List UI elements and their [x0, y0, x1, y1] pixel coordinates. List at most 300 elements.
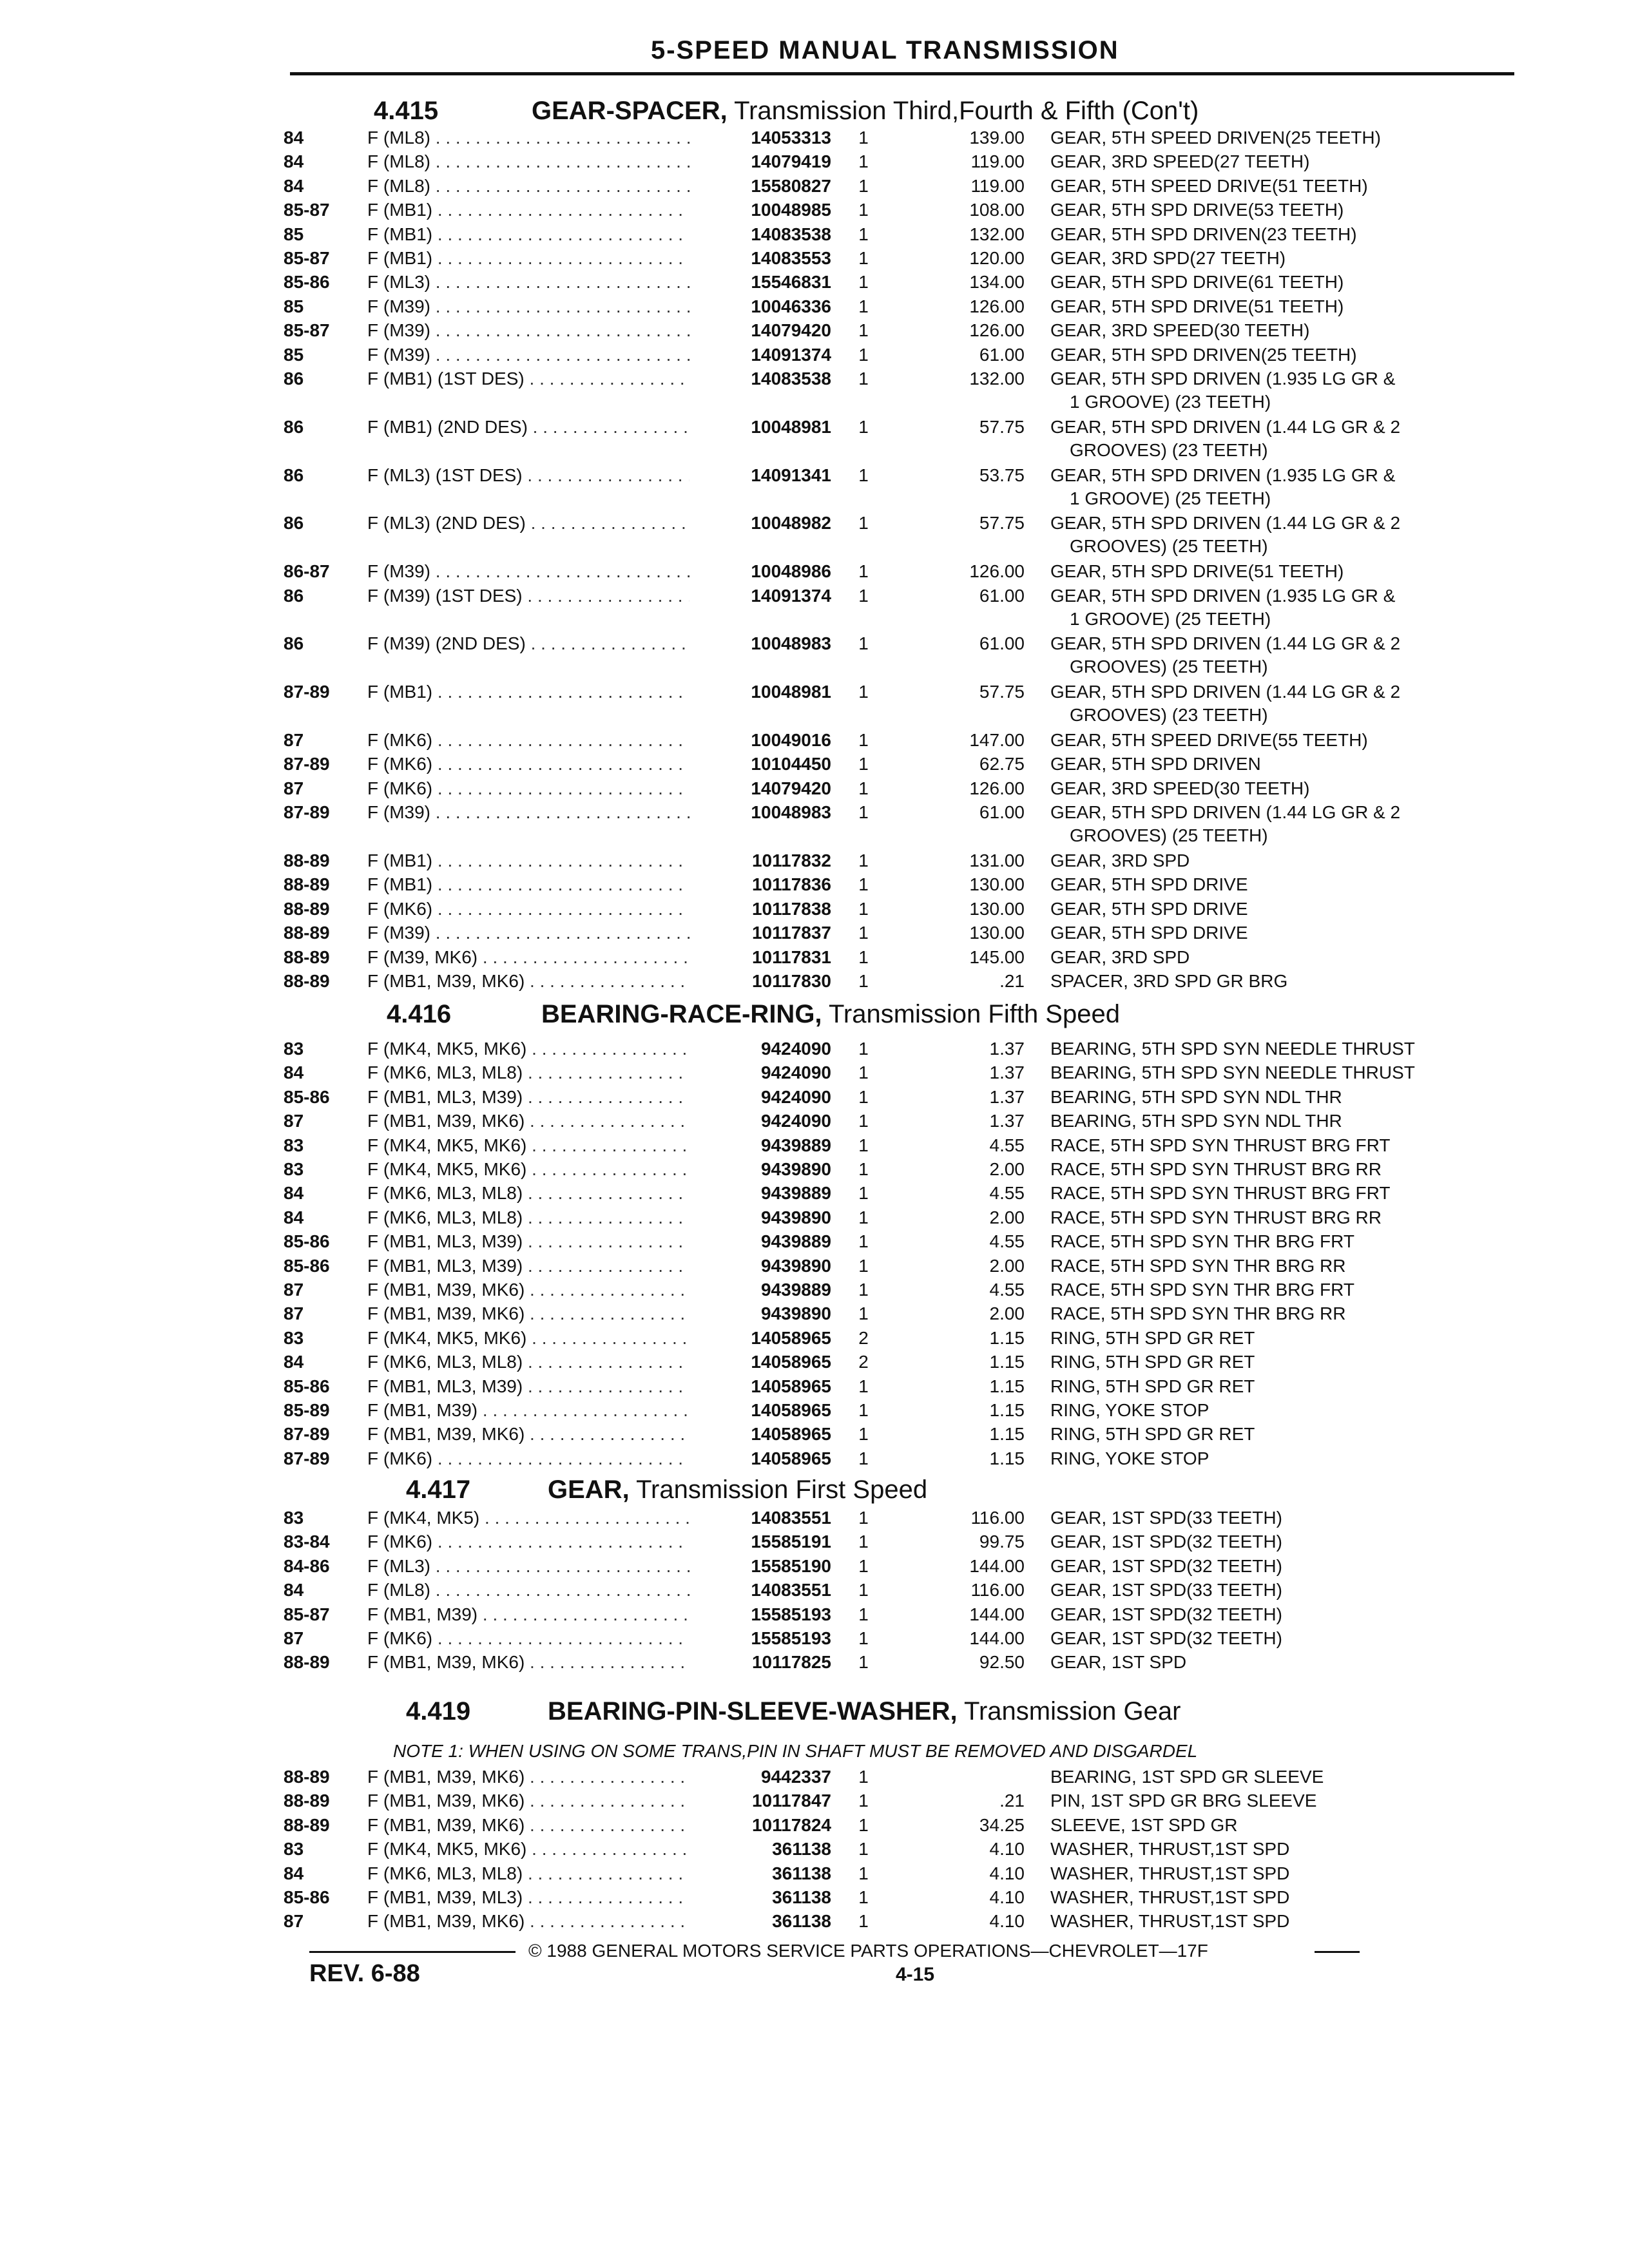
- quantity-cell: 1: [858, 248, 869, 268]
- description-cell: GEAR, 3RD SPEED(30 TEETH): [1050, 778, 1310, 798]
- table-row: [284, 513, 1508, 557]
- table-row: [284, 1532, 1508, 1555]
- year-cell: 86: [284, 633, 304, 654]
- quantity-cell: 1: [858, 971, 869, 991]
- year-cell: 86: [284, 513, 304, 533]
- part-number-cell: 10117824: [751, 1814, 831, 1835]
- description-cell: GEAR, 5TH SPD DRIVEN(25 TEETH): [1050, 344, 1357, 365]
- price-cell: 139.00: [969, 128, 1025, 148]
- year-cell: 86: [284, 416, 304, 437]
- table-row: [284, 633, 1508, 677]
- section-title-rest: Transmission Third,Fourth & Fifth (Con't): [727, 97, 1199, 125]
- model-cell: F (MK6) . . .: [367, 730, 689, 751]
- price-cell: 116.00: [970, 1508, 1025, 1528]
- model-cell: F (MK6, ML3, ML8) . . .: [367, 1062, 689, 1083]
- model-cell: F (MB1, M39, MK6) . . .: [367, 1791, 689, 1811]
- price-cell: 1.37: [989, 1111, 1025, 1131]
- model-cell: F (MB1, M39) . . .: [367, 1604, 689, 1625]
- table-row: [284, 296, 1508, 320]
- section-title-rest: Transmission Fifth Speed: [822, 1000, 1120, 1028]
- price-cell: 2.00: [989, 1159, 1025, 1179]
- table-row: [284, 248, 1508, 271]
- year-cell: 88-89: [284, 923, 330, 943]
- price-cell: 1.15: [989, 1376, 1025, 1396]
- part-number-cell: 10048986: [751, 561, 831, 582]
- description-cell: GEAR, 5TH SPD DRIVE: [1050, 874, 1248, 895]
- quantity-cell: 1: [858, 128, 869, 148]
- model-cell: F (ML8) . . .: [367, 151, 689, 172]
- year-cell: 86: [284, 465, 304, 485]
- model-cell: F (ML8) . . .: [367, 1580, 689, 1600]
- part-number-cell: 9439890: [760, 1207, 831, 1227]
- description-cell: GEAR, 1ST SPD(32 TEETH): [1050, 1604, 1282, 1624]
- description-cell: GEAR, 5TH SPD DRIVE(51 TEETH): [1050, 296, 1344, 316]
- table-row: [284, 272, 1508, 295]
- part-number-cell: 361138: [772, 1887, 831, 1907]
- part-number-cell: 14083538: [751, 224, 831, 244]
- description-cell: RING, 5TH SPD GR RET: [1050, 1327, 1255, 1348]
- quantity-cell: 1: [858, 1839, 869, 1860]
- price-cell: 99.75: [979, 1532, 1025, 1552]
- quantity-cell: 1: [858, 320, 869, 341]
- table-row: [284, 176, 1508, 199]
- price-cell: 116.00: [970, 1580, 1025, 1600]
- model-cell: F (MB1) . . .: [367, 200, 689, 220]
- price-cell: 126.00: [969, 778, 1025, 798]
- table-row: [284, 369, 1508, 412]
- description-cell: GEAR, 5TH SPEED DRIVE(55 TEETH): [1050, 730, 1368, 750]
- year-cell: 88-89: [284, 1814, 330, 1835]
- part-number-cell: 14091341: [751, 465, 831, 485]
- model-cell: F (MB1, ML3, M39) . . .: [367, 1087, 689, 1108]
- description-cell: GEAR, 5TH SPD DRIVEN: [1050, 754, 1261, 774]
- model-cell: F (MK6, ML3, ML8) . . .: [367, 1352, 689, 1372]
- part-number-cell: 10117838: [751, 898, 831, 919]
- quantity-cell: 1: [858, 1532, 869, 1552]
- table-row: [284, 1207, 1508, 1231]
- description-cell: RING, 5TH SPD GR RET: [1050, 1424, 1255, 1445]
- table-row: [284, 754, 1508, 777]
- table-row: [284, 1604, 1508, 1628]
- year-cell: 84: [284, 175, 304, 196]
- price-cell: .21: [999, 1791, 1025, 1811]
- price-cell: 61.00: [979, 633, 1025, 654]
- table-row: [284, 585, 1508, 629]
- part-number-cell: 10117831: [751, 947, 831, 967]
- section-title-main: GEAR,: [548, 1475, 630, 1504]
- price-cell: 57.75: [979, 513, 1025, 533]
- year-cell: 87-89: [284, 754, 330, 774]
- section-title-main: BEARING-RACE-RING,: [541, 1000, 822, 1028]
- year-cell: 85-86: [284, 1887, 330, 1907]
- quantity-cell: 1: [858, 1911, 869, 1932]
- price-cell: 144.00: [969, 1628, 1025, 1648]
- part-number-cell: 15580827: [751, 175, 831, 196]
- price-cell: 120.00: [969, 248, 1025, 268]
- quantity-cell: 1: [858, 1508, 869, 1528]
- description-cell: WASHER, THRUST,1ST SPD: [1050, 1887, 1290, 1907]
- quantity-cell: 1: [858, 1791, 869, 1811]
- quantity-cell: 1: [858, 1400, 869, 1420]
- part-number-cell: 9424090: [760, 1111, 831, 1131]
- description-cell: GEAR, 1ST SPD(33 TEETH): [1050, 1580, 1282, 1600]
- section-title: [548, 1697, 1181, 1726]
- model-cell: F (M39) . . .: [367, 561, 689, 582]
- price-cell: .21: [999, 971, 1025, 991]
- price-cell: 108.00: [969, 200, 1025, 220]
- model-cell: F (MB1, ML3, M39) . . .: [367, 1231, 689, 1252]
- description-cell: WASHER, THRUST,1ST SPD: [1050, 1911, 1290, 1932]
- description-cell: GEAR, 5TH SPD DRIVEN (1.44 LG GR & 2: [1050, 682, 1401, 702]
- description-cell: GEAR, 5TH SPD DRIVEN (1.44 LG GR & 2: [1050, 416, 1401, 437]
- part-number-cell: 14083551: [751, 1580, 831, 1600]
- model-cell: F (ML8) . . .: [367, 128, 689, 148]
- part-number-cell: 361138: [772, 1863, 831, 1883]
- quantity-cell: 1: [858, 1255, 869, 1276]
- price-cell: 130.00: [969, 898, 1025, 919]
- description-cell: GEAR, 5TH SPEED DRIVEN(25 TEETH): [1050, 128, 1381, 148]
- part-number-cell: 14091374: [751, 344, 831, 365]
- price-cell: 61.00: [979, 585, 1025, 606]
- year-cell: 87: [284, 1911, 304, 1932]
- quantity-cell: 1: [858, 1604, 869, 1624]
- description-continuation-cell: GROOVES) (25 TEETH): [1070, 825, 1268, 846]
- model-cell: F (MK6, ML3, ML8) . . .: [367, 1863, 689, 1884]
- price-cell: 92.50: [979, 1652, 1025, 1673]
- description-cell: BEARING, 5TH SPD SYN NDL THR: [1050, 1111, 1342, 1131]
- table-row: [284, 320, 1508, 343]
- description-cell: RACE, 5TH SPD SYN THRUST BRG FRT: [1050, 1183, 1391, 1204]
- part-number-cell: 9424090: [760, 1086, 831, 1107]
- description-cell: GEAR, 3RD SPEED(27 TEETH): [1050, 151, 1310, 172]
- part-number-cell: 9439889: [760, 1135, 831, 1155]
- description-cell: BEARING, 5TH SPD SYN NEEDLE THRUST: [1050, 1062, 1415, 1083]
- quantity-cell: 1: [858, 1111, 869, 1131]
- description-cell: GEAR, 5TH SPD DRIVEN (1.935 LG GR &: [1050, 585, 1396, 606]
- year-cell: 85: [284, 344, 304, 365]
- quantity-cell: 1: [858, 1555, 869, 1576]
- table-row: [284, 682, 1508, 726]
- description-cell: RACE, 5TH SPD SYN THRUST BRG RR: [1050, 1207, 1382, 1227]
- quantity-cell: 2: [858, 1352, 869, 1372]
- description-cell: GEAR, 5TH SPD DRIVE(61 TEETH): [1050, 272, 1344, 293]
- part-number-cell: 361138: [772, 1839, 831, 1860]
- price-cell: 4.55: [989, 1135, 1025, 1155]
- price-cell: 144.00: [969, 1555, 1025, 1576]
- description-continuation-cell: 1 GROOVE) (25 TEETH): [1070, 488, 1271, 508]
- price-cell: 4.10: [989, 1839, 1025, 1860]
- description-continuation-cell: GROOVES) (23 TEETH): [1070, 439, 1268, 460]
- model-cell: F (MB1, M39, MK6) . . .: [367, 1652, 689, 1673]
- description-cell: GEAR, 5TH SPD DRIVE(53 TEETH): [1050, 200, 1344, 220]
- note-text: NOTE 1: WHEN USING ON SOME TRANS,PIN IN SHAFT MUST BE REMOVED AND DISGARDEL: [393, 1741, 1198, 1761]
- description-cell: RING, 5TH SPD GR RET: [1050, 1376, 1255, 1396]
- year-cell: 88-89: [284, 874, 330, 895]
- model-cell: F (MK6) . . .: [367, 778, 689, 799]
- table-row: [284, 1039, 1508, 1062]
- part-number-cell: 9439889: [760, 1231, 831, 1252]
- table-row: [284, 1256, 1508, 1279]
- table-row: [284, 1303, 1508, 1327]
- year-cell: 87: [284, 1111, 304, 1131]
- part-number-cell: 10117837: [751, 923, 831, 943]
- description-cell: RACE, 5TH SPD SYN THRUST BRG FRT: [1050, 1135, 1391, 1155]
- part-number-cell: 10048983: [751, 633, 831, 654]
- part-number-cell: 15546831: [751, 272, 831, 293]
- model-cell: F (MB1) . . .: [367, 224, 689, 245]
- model-cell: F (MK6, ML3, ML8) . . .: [367, 1183, 689, 1204]
- price-cell: 4.10: [989, 1887, 1025, 1907]
- price-cell: 62.75: [979, 754, 1025, 774]
- section-number: 4.415: [374, 97, 439, 125]
- model-cell: F (M39) . . .: [367, 320, 689, 341]
- model-cell: F (ML3) . . .: [367, 1556, 689, 1577]
- year-cell: 84: [284, 1352, 304, 1372]
- table-row: [284, 1628, 1508, 1651]
- price-cell: 53.75: [979, 465, 1025, 485]
- quantity-cell: 1: [858, 1086, 869, 1107]
- description-cell: RING, 5TH SPD GR RET: [1050, 1352, 1255, 1372]
- year-cell: 83: [284, 1135, 304, 1155]
- part-number-cell: 14083551: [751, 1508, 831, 1528]
- description-cell: GEAR, 1ST SPD(32 TEETH): [1050, 1628, 1282, 1648]
- part-number-cell: 14079420: [751, 320, 831, 341]
- model-cell: F (MB1, M39, ML3) . . .: [367, 1887, 689, 1908]
- year-cell: 85: [284, 296, 304, 316]
- revision-label: REV. 6-88: [309, 1960, 420, 1987]
- model-cell: F (MB1) . . .: [367, 248, 689, 269]
- year-cell: 84: [284, 1207, 304, 1227]
- model-cell: F (M39) . . .: [367, 345, 689, 365]
- price-cell: 131.00: [969, 850, 1025, 870]
- description-cell: RACE, 5TH SPD SYN THR BRG RR: [1050, 1255, 1346, 1276]
- table-row: [284, 465, 1508, 508]
- quantity-cell: 1: [858, 1448, 869, 1468]
- model-cell: F (M39, MK6) . . .: [367, 947, 689, 968]
- description-cell: GEAR, 3RD SPEED(30 TEETH): [1050, 320, 1310, 341]
- model-cell: F (MB1) . . .: [367, 682, 689, 702]
- year-cell: 88-89: [284, 1767, 330, 1787]
- part-number-cell: 9439889: [760, 1280, 831, 1300]
- part-number-cell: 10048981: [751, 416, 831, 437]
- quantity-cell: 1: [858, 1628, 869, 1648]
- part-number-cell: 9442337: [760, 1767, 831, 1787]
- quantity-cell: 1: [858, 1652, 869, 1673]
- description-cell: BEARING, 1ST SPD GR SLEEVE: [1050, 1767, 1324, 1787]
- table-row: [284, 1400, 1508, 1423]
- page-number: 4-15: [896, 1964, 935, 1985]
- year-cell: 83: [284, 1159, 304, 1179]
- quantity-cell: 1: [858, 1303, 869, 1324]
- quantity-cell: 1: [858, 802, 869, 823]
- model-cell: F (ML8) . . .: [367, 176, 689, 197]
- description-cell: GEAR, 5TH SPD DRIVEN (1.935 LG GR &: [1050, 369, 1396, 389]
- description-continuation-cell: GROOVES) (25 TEETH): [1070, 657, 1268, 677]
- quantity-cell: 1: [858, 200, 869, 220]
- part-number-cell: 15585193: [751, 1604, 831, 1624]
- price-cell: 2.00: [989, 1303, 1025, 1324]
- year-cell: 85-87: [284, 248, 330, 268]
- model-cell: F (MB1, M39, MK6) . . .: [367, 1424, 689, 1445]
- description-cell: WASHER, THRUST,1ST SPD: [1050, 1839, 1290, 1860]
- year-cell: 88-89: [284, 850, 330, 870]
- quantity-cell: 1: [858, 850, 869, 870]
- price-cell: 130.00: [969, 923, 1025, 943]
- section-title: [541, 1000, 1120, 1029]
- part-number-cell: 14058965: [751, 1352, 831, 1372]
- table-row: [284, 1863, 1508, 1887]
- year-cell: 87: [284, 730, 304, 750]
- quantity-cell: 1: [858, 1159, 869, 1179]
- part-number-cell: 15585191: [751, 1532, 831, 1552]
- quantity-cell: 1: [858, 1814, 869, 1835]
- price-cell: 57.75: [979, 682, 1025, 702]
- description-cell: PIN, 1ST SPD GR BRG SLEEVE: [1050, 1791, 1317, 1811]
- section-title-rest: Transmission Gear: [957, 1697, 1181, 1725]
- year-cell: 87: [284, 1303, 304, 1324]
- table-row: [284, 1508, 1508, 1531]
- price-cell: 1.15: [989, 1327, 1025, 1348]
- quantity-cell: 1: [858, 344, 869, 365]
- description-cell: GEAR, 5TH SPD DRIVEN(23 TEETH): [1050, 224, 1357, 244]
- part-number-cell: 10046336: [751, 296, 831, 316]
- section-title-main: GEAR-SPACER,: [532, 97, 728, 125]
- model-cell: F (MK6) . . .: [367, 1628, 689, 1649]
- table-row: [284, 1183, 1508, 1206]
- model-cell: F (ML3) . . .: [367, 272, 689, 293]
- table-row: [284, 1280, 1508, 1303]
- price-cell: 145.00: [969, 947, 1025, 967]
- year-cell: 85-87: [284, 200, 330, 220]
- year-cell: 87-89: [284, 682, 330, 702]
- description-cell: WASHER, THRUST,1ST SPD: [1050, 1863, 1290, 1883]
- table-row: [284, 345, 1508, 368]
- model-cell: F (MK4, MK5) . . .: [367, 1508, 689, 1528]
- quantity-cell: 1: [858, 754, 869, 774]
- table-row: [284, 1767, 1508, 1790]
- year-cell: 88-89: [284, 898, 330, 919]
- quantity-cell: 1: [858, 1887, 869, 1907]
- quantity-cell: 1: [858, 224, 869, 244]
- section-number: 4.417: [406, 1475, 471, 1504]
- price-cell: 126.00: [969, 320, 1025, 341]
- part-number-cell: 9439890: [760, 1159, 831, 1179]
- year-cell: 86: [284, 369, 304, 389]
- part-number-cell: 15585193: [751, 1628, 831, 1648]
- year-cell: 84: [284, 1580, 304, 1600]
- table-row: [284, 1159, 1508, 1182]
- quantity-cell: 1: [858, 1231, 869, 1252]
- year-cell: 84-86: [284, 1555, 330, 1576]
- year-cell: 85-87: [284, 1604, 330, 1624]
- description-cell: RACE, 5TH SPD SYN THR BRG FRT: [1050, 1280, 1354, 1300]
- model-cell: F (MK4, MK5, MK6) . . .: [367, 1039, 689, 1059]
- quantity-cell: 1: [858, 778, 869, 798]
- description-cell: GEAR, 5TH SPD DRIVE(51 TEETH): [1050, 561, 1344, 582]
- part-number-cell: 10117847: [751, 1791, 831, 1811]
- part-number-cell: 14058965: [751, 1448, 831, 1468]
- model-cell: F (MB1) (2ND DES) . . .: [367, 417, 689, 437]
- quantity-cell: 1: [858, 561, 869, 582]
- description-cell: GEAR, 5TH SPD DRIVEN (1.44 LG GR & 2: [1050, 633, 1401, 654]
- part-number-cell: 9439889: [760, 1183, 831, 1204]
- price-cell: 126.00: [969, 296, 1025, 316]
- section-title: [548, 1475, 927, 1504]
- table-row: [284, 1839, 1508, 1862]
- model-cell: F (MB1, M39, MK6) . . .: [367, 1303, 689, 1324]
- table-row: [284, 416, 1508, 460]
- price-cell: 1.15: [989, 1448, 1025, 1468]
- quantity-cell: 1: [858, 513, 869, 533]
- table-row: [284, 1911, 1508, 1934]
- year-cell: 88-89: [284, 1652, 330, 1673]
- part-number-cell: 10117836: [751, 874, 831, 895]
- description-cell: BEARING, 5TH SPD SYN NDL THR: [1050, 1086, 1342, 1107]
- quantity-cell: 1: [858, 1062, 869, 1083]
- model-cell: F (ML3) (2ND DES) . . .: [367, 513, 689, 533]
- price-cell: 4.55: [989, 1183, 1025, 1204]
- part-number-cell: 10048982: [751, 513, 831, 533]
- header-rule: [290, 72, 1514, 75]
- quantity-cell: 1: [858, 1424, 869, 1445]
- quantity-cell: 1: [858, 369, 869, 389]
- description-cell: RING, YOKE STOP: [1050, 1448, 1210, 1468]
- description-continuation-cell: 1 GROOVE) (25 TEETH): [1070, 608, 1271, 629]
- table-row: [284, 1135, 1508, 1158]
- table-row: [284, 1652, 1508, 1675]
- table-row: [284, 850, 1508, 874]
- copyright-text: © 1988 GENERAL MOTORS SERVICE PARTS OPERATIONS—CHEVROLET—17F: [528, 1941, 1208, 1961]
- part-number-cell: 361138: [772, 1911, 831, 1932]
- model-cell: F (MB1, M39, MK6) . . .: [367, 1815, 689, 1836]
- price-cell: 119.00: [970, 151, 1025, 172]
- description-cell: GEAR, 3RD SPD: [1050, 850, 1190, 870]
- quantity-cell: 1: [858, 947, 869, 967]
- table-row: [284, 224, 1508, 247]
- part-number-cell: 10104450: [751, 754, 831, 774]
- table-row: [284, 1062, 1508, 1086]
- model-cell: F (MB1, ML3, M39) . . .: [367, 1256, 689, 1276]
- model-cell: F (MK4, MK5, MK6) . . .: [367, 1159, 689, 1180]
- year-cell: 85-86: [284, 272, 330, 293]
- section-title-rest: Transmission First Speed: [629, 1475, 928, 1504]
- year-cell: 83: [284, 1327, 304, 1348]
- description-cell: GEAR, 1ST SPD(32 TEETH): [1050, 1555, 1282, 1576]
- year-cell: 85-86: [284, 1255, 330, 1276]
- price-cell: 4.10: [989, 1863, 1025, 1883]
- year-cell: 83: [284, 1039, 304, 1059]
- table-row: [284, 1352, 1508, 1375]
- table-row: [284, 1815, 1508, 1838]
- year-cell: 85: [284, 224, 304, 244]
- table-row: [284, 1087, 1508, 1110]
- model-cell: F (MB1, ML3, M39) . . .: [367, 1376, 689, 1397]
- model-cell: F (M39) (1ST DES) . . .: [367, 586, 689, 606]
- price-cell: 1.37: [989, 1062, 1025, 1083]
- table-row: [284, 128, 1508, 151]
- table-row: [284, 802, 1508, 846]
- table-row: [284, 899, 1508, 922]
- description-cell: GEAR, 5TH SPD DRIVE: [1050, 898, 1248, 919]
- part-number-cell: 14058965: [751, 1424, 831, 1445]
- year-cell: 88-89: [284, 1791, 330, 1811]
- price-cell: 126.00: [969, 561, 1025, 582]
- quantity-cell: 1: [858, 272, 869, 293]
- description-cell: GEAR, 1ST SPD(32 TEETH): [1050, 1532, 1282, 1552]
- description-cell: RACE, 5TH SPD SYN THRUST BRG RR: [1050, 1159, 1382, 1179]
- price-cell: 1.37: [989, 1086, 1025, 1107]
- year-cell: 87-89: [284, 1448, 330, 1468]
